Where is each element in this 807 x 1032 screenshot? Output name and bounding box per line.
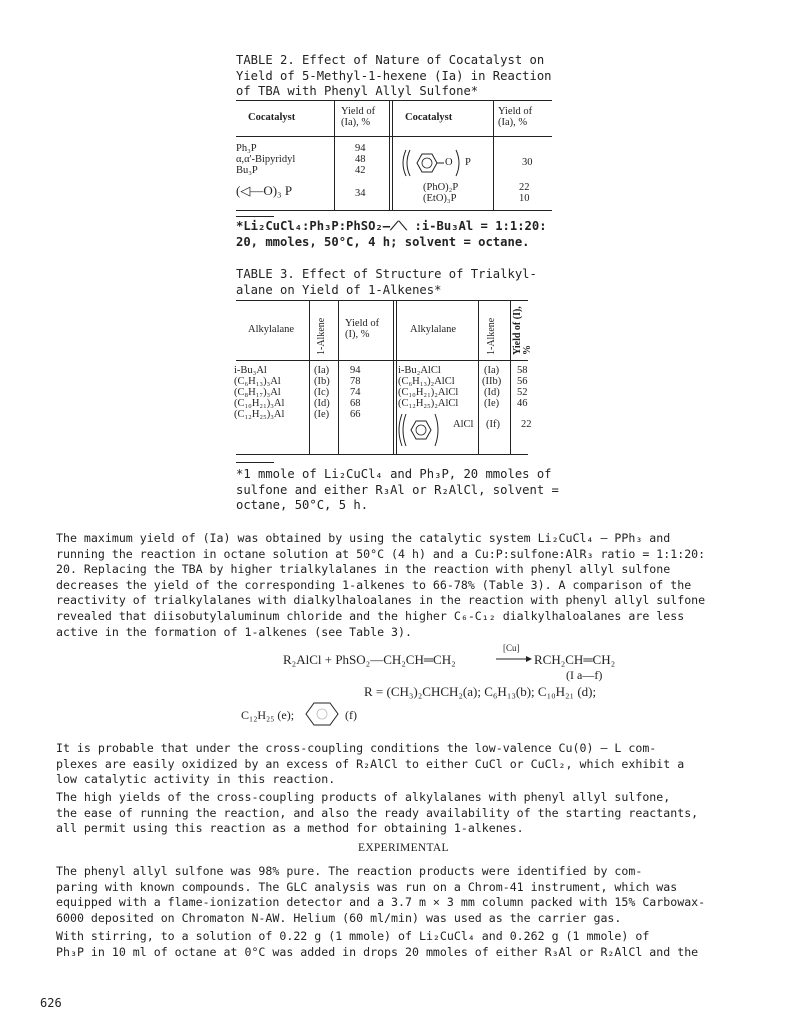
table3-cell: 78 bbox=[350, 376, 361, 387]
table3-caption-line: TABLE 3. Effect of Structure of Trialkyl- bbox=[236, 267, 537, 281]
table2-cell: 34 bbox=[355, 188, 366, 199]
text-line: equipped with a flame-ionization detector and a 3.7 m × 3 mm column packed with 15% Carbowax- bbox=[56, 895, 706, 910]
paragraph bbox=[56, 864, 705, 926]
text-line: With stirring, to a solution of 0.22 g (1 mmole) of Li₂CuCl₄ and 0.262 g (1 mmole) of bbox=[56, 929, 650, 943]
table3-cell: i-Bu₂AlCl bbox=[398, 365, 441, 376]
paragraph bbox=[56, 790, 698, 837]
table2-caption-line: of TBA with Phenyl Allyl Sulfone* bbox=[236, 84, 479, 98]
text-line: The maximum yield of (Ia) was obtained by using the catalytic system Li₂CuCl₄ — PPh₃ and bbox=[56, 531, 671, 545]
table3-cell: (Ic) bbox=[314, 387, 330, 398]
table3-cell: (C₆H₁₃)₃Al bbox=[234, 376, 281, 387]
table3-footnote-line: sulfone and either R₃Al or R₂AlCl, solvent = bbox=[236, 482, 559, 497]
text-line: It is probable that under the cross-coupling conditions the low-valence Cu(0) — L com- bbox=[56, 741, 657, 755]
text-line: all permit using this reaction as a method for obtaining 1-alkenes. bbox=[56, 821, 524, 836]
scheme-product: RCH₂CH═CH₂ bbox=[534, 652, 616, 667]
text-line: 20. Replacing the TBA by higher trialkylalanes in the reaction with phenyl allyl sulfone bbox=[56, 562, 671, 577]
table3-cell: (C₁₂H₂₅)₃Al bbox=[234, 409, 285, 420]
table3-cell: 46 bbox=[517, 398, 528, 409]
table3-header-rule bbox=[236, 360, 528, 361]
table3-cell: (Ie) bbox=[484, 398, 500, 409]
table3-cell: (C₈H₁₇)₃Al bbox=[234, 387, 281, 398]
section-heading: EXPERIMENTAL bbox=[358, 842, 449, 854]
table2-cell: α,α'-Bipyridyl bbox=[236, 154, 296, 165]
table2-footnote-line: *Li₂CuCl₄:Ph₃P:PhSO₂—⟋⟍ :i-Bu₃Al = 1:1:20: bbox=[236, 219, 547, 233]
table3-col-rule bbox=[338, 300, 339, 454]
table3-cell: (C₁₀H₂₁)₃Al bbox=[234, 398, 285, 409]
table3-cell: 56 bbox=[517, 376, 528, 387]
table2-cell: 10 bbox=[519, 193, 530, 204]
table3-cell: (IIb) bbox=[482, 376, 502, 387]
table3-cell: 74 bbox=[350, 387, 361, 398]
table2-col-rule bbox=[389, 100, 390, 210]
table3-cell: (Ib) bbox=[314, 376, 330, 387]
table3-col-rule bbox=[393, 300, 394, 454]
footnote-rule bbox=[236, 462, 274, 463]
table2-col-rule bbox=[493, 100, 494, 210]
table3-cell: (C₁₂H₂₅)₂AlCl bbox=[398, 398, 459, 409]
table2-col-rule bbox=[392, 100, 393, 210]
text-line: the ease of running the reaction, and also the ready availability of the starting reactants, bbox=[56, 805, 699, 820]
table3-footnote-line: *1 mmole of Li₂CuCl₄ and Ph₃P, 20 mmoles of bbox=[236, 467, 552, 481]
table3-caption bbox=[236, 267, 537, 298]
table3-header-yield: Yield of (I), % bbox=[345, 318, 380, 340]
table3-bottom-rule bbox=[236, 454, 528, 455]
table2-cell: (PhO)₂P bbox=[423, 182, 459, 193]
table3-cell: (Ie) bbox=[314, 409, 330, 420]
text-line: plexes are easily oxidized by an excess of R₂AlCl to either CuCl or CuCl₂, which exhibit a bbox=[56, 756, 685, 771]
text-line: running the reaction in octane solution at 50°C (4 h) and a Cu:P:sulfone:AlR₃ ratio = 1:1:20: bbox=[56, 546, 706, 561]
table3-header-yield: Yield of (I), % bbox=[512, 306, 533, 355]
text-line: decreases the yield of the corresponding 1-alkenes to 66-78% (Table 3). A comparison of the bbox=[56, 577, 692, 592]
table2-header-rule bbox=[236, 136, 552, 137]
table2-cell: 48 bbox=[355, 154, 366, 165]
text-line: 6000 deposited on Chromaton N-AW. Helium (60 ml/min) was used as the carrier gas. bbox=[56, 910, 622, 925]
table3-header-alkylalane: Alkylalane bbox=[248, 324, 295, 335]
table3-cell: 66 bbox=[350, 409, 361, 420]
table2-caption-line: Yield of 5-Methyl-1-hexene (Ia) in Reaction bbox=[236, 68, 552, 83]
table3-cell: 94 bbox=[350, 365, 361, 376]
table3-cell: 22 bbox=[521, 419, 532, 430]
table2-cell: Bu₃P bbox=[236, 165, 258, 176]
table3-cell: (C₁₀H₂₁)₂AlCl bbox=[398, 387, 459, 398]
text-line: low catalytic activity in this reaction. bbox=[56, 772, 336, 787]
table3-cell: 58 bbox=[517, 365, 528, 376]
table2-header-cocatalyst: Cocatalyst bbox=[405, 112, 453, 123]
table3-cell: AlCl bbox=[453, 419, 474, 430]
table2-header-yield: Yield of (Ia), % bbox=[498, 106, 533, 128]
table3-col-rule bbox=[510, 300, 511, 454]
table3-caption-line: alane on Yield of 1-Alkenes* bbox=[236, 282, 442, 297]
text-line: paring with known compounds. The GLC analysis was run on a Chrom-41 instrument, which was bbox=[56, 879, 678, 894]
text-line: The phenyl allyl sulfone was 98% pure. The reaction products were identified by com- bbox=[56, 864, 643, 878]
table3-cell: i-Bu₃Al bbox=[234, 365, 267, 376]
page-number: 626 bbox=[40, 996, 62, 1010]
table3-top-rule bbox=[236, 300, 528, 301]
scheme-r-f: (f) bbox=[345, 708, 357, 722]
table2-cell: (◁—O)₃ P bbox=[236, 183, 293, 198]
table3-cell: (Id) bbox=[314, 398, 330, 409]
scheme-arrow-label: [Cu] bbox=[503, 643, 520, 653]
table2-cell: 22 bbox=[519, 182, 530, 193]
cyclohexyl-icon bbox=[305, 700, 341, 728]
table3-footnote-line: octane, 50°C, 5 h. bbox=[236, 498, 369, 512]
scheme-product-label: (I a—f) bbox=[566, 668, 603, 682]
table2-header-cocatalyst: Cocatalyst bbox=[248, 112, 296, 123]
table3-col-rule bbox=[309, 300, 310, 454]
paragraph bbox=[56, 531, 705, 640]
scheme-r-definition: R = (CH₃)₂CHCH₂(a); C₆H₁₃(b); C₁₀H₂₁ (d); bbox=[364, 684, 597, 699]
table3-footnote bbox=[236, 467, 559, 514]
table3-header-alkylalane: Alkylalane bbox=[410, 324, 457, 335]
table2-footnote-line: 20, mmoles, 50°C, 4 h; solvent = octane. bbox=[236, 234, 530, 249]
table3-cell: (Ia) bbox=[314, 365, 330, 376]
table2-header-yield: Yield of (Ia), % bbox=[341, 106, 376, 128]
text-line: active in the formation of 1-alkenes (see Table 3). bbox=[56, 624, 412, 639]
text-line: The high yields of the cross-coupling products of alkylalanes with phenyl allyl sulfone, bbox=[56, 790, 671, 804]
table3-header-alkene: 1-Alkene bbox=[316, 317, 327, 355]
table2-cell: (EtO)₃P bbox=[423, 193, 457, 204]
text-line: reactivity of trialkylalanes with dialkylhaloalanes in the reaction with phenyl allyl sulfone bbox=[56, 593, 706, 608]
table2-bottom-rule bbox=[236, 210, 552, 211]
table3-cell: (C₆H₁₃)₂AlCl bbox=[398, 376, 455, 387]
cyclohexyl-ring-icon bbox=[397, 412, 457, 450]
table3-col-rule bbox=[478, 300, 479, 454]
table2-cell: Ph₃P bbox=[236, 143, 257, 154]
table2-col-rule bbox=[334, 100, 335, 210]
text-line: revealed that diisobutylaluminum chloride and the higher C₆-C₁₂ dialkylhaloalanes are less bbox=[56, 608, 685, 623]
text-line: Ph₃P in 10 ml of octane at 0°C was added in drops 20 mmoles of either R₃Al or R₂AlCl and the bbox=[56, 944, 699, 959]
table3-cell: 52 bbox=[517, 387, 528, 398]
table3-cell: (Id) bbox=[484, 387, 500, 398]
phosphorus-label: P bbox=[465, 157, 471, 168]
table2-caption-line: TABLE 2. Effect of Nature of Cocatalyst on bbox=[236, 53, 545, 67]
table3-cell: 68 bbox=[350, 398, 361, 409]
table2-top-rule bbox=[236, 100, 552, 101]
table2-footnote bbox=[236, 219, 547, 250]
table3-header-alkene: 1-Alkene bbox=[486, 317, 497, 355]
paragraph bbox=[56, 741, 684, 788]
oxygen-label: O bbox=[445, 157, 453, 168]
footnote-rule bbox=[236, 216, 274, 217]
table2-caption bbox=[236, 53, 566, 100]
table2-cell: 94 bbox=[355, 143, 366, 154]
table3-cell: (If) bbox=[486, 419, 500, 430]
paragraph bbox=[56, 929, 698, 960]
table2-cell: 30 bbox=[522, 157, 533, 168]
scheme-reactants: R₂AlCl + PhSO₂—CH₂CH═CH₂ bbox=[283, 652, 456, 667]
table3-cell: (Ia) bbox=[484, 365, 500, 376]
table2-cell: 42 bbox=[355, 165, 366, 176]
scheme-r-e: C₁₂H₂₅ (e); bbox=[241, 708, 295, 722]
reaction-arrow-icon bbox=[496, 652, 532, 664]
